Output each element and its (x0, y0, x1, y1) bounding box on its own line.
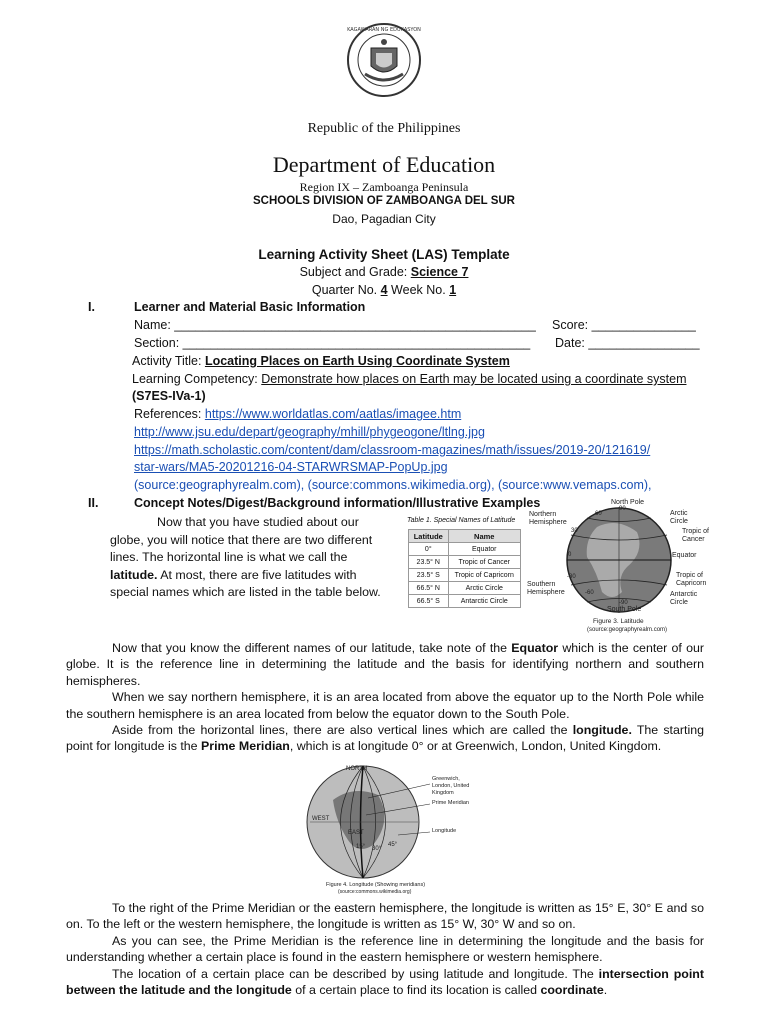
table-header: Latitude (409, 530, 449, 543)
reference-link-1[interactable]: https://www.worldatlas.com/aatlas/imagee.htm (204, 407, 462, 421)
date-field[interactable]: Date: ________________ (555, 336, 700, 350)
southern-hemisphere-label: Southern Hemisphere (527, 581, 565, 596)
greenwich-label: Greenwich, London, United Kingdom (432, 776, 470, 796)
city-line: Dao, Pagadian City (332, 212, 436, 226)
reference-link-3b[interactable]: star-wars/MA5-20201216-04-STARWRSMAP-PopUp.jpg (134, 460, 448, 474)
lat-30-label: 30 (571, 528, 578, 534)
section2-number: II. (88, 496, 99, 510)
table-row: 23.5° N Tropic of Cancer (409, 556, 521, 569)
figure4-source: (source:commons.wikimedia.org) (338, 889, 412, 895)
deped-seal (347, 20, 421, 104)
section-field[interactable]: Section: __________________________________________________ (134, 336, 531, 350)
east-label: EAST (348, 830, 364, 836)
table-header: Name (448, 530, 520, 543)
figure4-caption: Figure 4. Longitude (Showing meridians) (326, 882, 426, 888)
lon-30-label: 30° (372, 846, 382, 852)
subject-line: Subject and Grade: Science 7 (299, 265, 469, 279)
body-text-1: Now that you know the different names of our latitude, take note of the Equator which is the center of our globe. It is the reference line in determining the latitude and the basis for identifying northern and southern hemispheres. When we say northern hemisphere, it is an area located from above the equator up to the North Pole while the southern hemisphere is an area located from below the equator down to the South Pole. Aside from the horizontal lines, there are also vertical lines which are called the longitude. The starting point for longitude is the Prime Meridian, which is at longitude 0° or at Greenwich, London, United Kingdom. (66, 641, 705, 754)
lat-neg90-label: -90 (619, 600, 628, 606)
west-label: WEST (312, 816, 330, 822)
name-field[interactable]: Name: ____________________________________________________ (134, 318, 536, 332)
body-text-2: To the right of the Prime Meridian or the eastern hemisphere, the longitude is written as 15° E, 30° E and so on. To the left or the western hemisphere, the longitude is written as 15° W, 30° W and so on. As you can see, the Prime Meridian is the reference line in determining the longitude and the basis for understanding whether a certain place is found in the eastern hemisphere or western hemisphere. The location of a certain place can be described by using latitude and longitude. The intersection point between the latitude and the longitude of a certain place to find its location is called coordinate. (66, 901, 705, 998)
figure3-latitude (527, 497, 713, 639)
score-field[interactable]: Score: _______________ (552, 318, 696, 332)
antarctic-circle-label: Antarctic Circle (670, 591, 698, 606)
learning-competency: Learning Competency: Demonstrate how places on Earth may be located using a coordinate system (132, 372, 687, 386)
republic-line: Republic of the Philippines (307, 121, 461, 136)
lat-neg30-label: -30 (567, 574, 576, 580)
table-row: 66.5° S Antarctic Circle (409, 595, 521, 608)
department-title: Department of Education (272, 152, 496, 177)
tropic-capricorn-label: Tropic of Capricorn (676, 572, 707, 587)
reference-link-2[interactable]: http://www.jsu.edu/depart/geography/mhill/phygeogone/ltlng.jpg (134, 425, 485, 439)
section2-heading: Concept Notes/Digest/Background information/Illustrative Examples (134, 496, 541, 510)
svg-text:KAGAWARAN NG EDUKASYON: KAGAWARAN NG EDUKASYON (347, 27, 421, 33)
table-caption: Table 1. Special Names of Latitude (407, 517, 516, 524)
lat-60-label: 60 (595, 511, 602, 517)
lat-neg60-label: -60 (585, 590, 594, 596)
lon-45-label: 45° (388, 842, 398, 848)
subject-value: Science 7 (410, 265, 469, 279)
references: References: https://www.worldatlas.com/aatlas/imagee.htm (134, 407, 462, 421)
figure3-source: (source:geographyrealm.com) (587, 627, 668, 633)
table-header-row (409, 530, 521, 543)
competency-code: (S7ES-IVa-1) (132, 389, 206, 403)
division-line: SCHOOLS DIVISION OF ZAMBOANGA DEL SUR (253, 195, 515, 207)
arctic-circle-label: Arctic Circle (670, 510, 688, 525)
activity-title: Activity Title: Locating Places on Earth Using Coordinate System (132, 354, 510, 368)
figure4-longitude (298, 760, 478, 895)
northern-hemisphere-label: Northern Hemisphere (529, 511, 567, 526)
table-row: 23.5° S Tropic of Capricorn (409, 569, 521, 582)
section1-heading: Learner and Material Basic Information (134, 300, 366, 314)
lat-0-label: 0 (568, 552, 572, 558)
table-row: 0° Equator (409, 543, 521, 556)
region-line: Region IX – Zamboanga Peninsula (299, 180, 469, 194)
figure3-caption: Figure 3. Latitude (593, 618, 644, 625)
longitude-label: Longitude (432, 828, 457, 834)
north-pole-label: North Pole (611, 499, 645, 506)
lat-90-label: 90 (619, 506, 626, 512)
quarter-line: Quarter No. 4 Week No. 1 (311, 283, 457, 297)
source-list: (source:geographyrealm.com), (source:commons.wikimedia.org), (source:www.vemaps.com), (134, 478, 652, 492)
north-label: NORTH (346, 766, 368, 772)
lon-15-label: 15° (356, 844, 366, 850)
prime-meridian-label: Prime Meridian (432, 800, 469, 806)
intro-paragraph: Now that you have studied about our globe, you will notice that there are two different lines. The horizontal line is what we call the latitude. At most, there are five latitudes with special names which are listed in the table below. (110, 515, 381, 599)
table-row: 66.5° N Arctic Circle (409, 582, 521, 595)
tropic-cancer-label: Tropic of Cancer (682, 528, 709, 543)
south-pole-label: South Pole (607, 606, 642, 613)
equator-label: Equator (672, 552, 697, 559)
section1-number: I. (88, 300, 95, 314)
reference-link-3a[interactable]: https://math.scholastic.com/content/dam/classroom-magazines/math/issues/2019-20/121619/ (134, 443, 651, 457)
las-title: Learning Activity Sheet (LAS) Template (258, 247, 510, 262)
latitude-table (408, 529, 521, 608)
